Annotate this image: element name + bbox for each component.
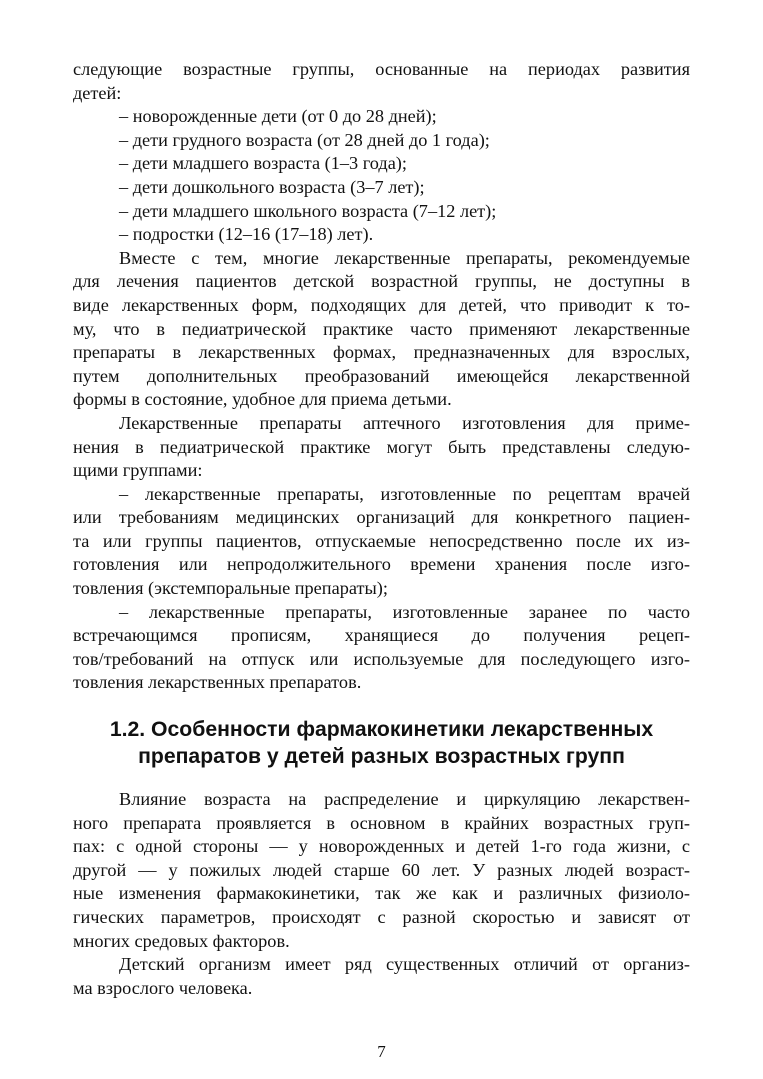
text-line: готовления или непродолжительного времени хранения после изго-: [73, 554, 690, 575]
item-extemporal: [73, 483, 690, 601]
text-line: препараты в лекарственных формах, предназначенных для взрослых,: [73, 342, 690, 363]
section-heading-line: 1.2. Особенности фармакокинетики лекарственных: [109, 718, 654, 742]
text-line: пах: с одной стороны — у новорожденных и детей 1-го года жизни, с: [73, 836, 690, 857]
list-item: – подростки (12–16 (17–18) лет).: [119, 224, 374, 245]
paragraph-child-body: [73, 953, 690, 1000]
text-line: товления (экстемпоральные препараты);: [73, 578, 388, 599]
list-item: – дети младшего школьного возраста (7–12 лет);: [119, 200, 497, 221]
page-number: 7: [377, 1042, 386, 1061]
intro-paragraph: [73, 58, 690, 105]
list-item: – дети дошкольного возраста (3–7 лет);: [119, 176, 425, 197]
text-line: другой — у пожилых людей старше 60 лет. У разных людей возраст-: [73, 859, 690, 880]
text-line: детей:: [73, 82, 122, 103]
page-content: [73, 58, 690, 1000]
text-line: многих средовых факторов.: [73, 930, 290, 951]
text-line: или требованиям медицинских организаций для конкретного пациен-: [73, 507, 690, 528]
text-line: Лекарственные препараты аптечного изготовления для приме-: [119, 412, 690, 433]
list-item: – дети младшего возраста (1–3 года);: [119, 153, 407, 174]
text-line: путем дополнительных преобразований имеющейся лекарственной: [73, 365, 690, 386]
paragraph-age-influence: [73, 788, 690, 953]
text-line: формы в состояние, удобное для приема детьми.: [73, 389, 452, 410]
section-heading: [65, 716, 698, 770]
text-line: ма взрослого человека.: [73, 977, 253, 998]
list-item: – новорожденные дети (от 0 до 28 дней);: [119, 106, 437, 127]
text-line: виде лекарственных форм, подходящих для детей, что приводит к то-: [73, 294, 690, 315]
paragraph-groups: [73, 412, 690, 483]
text-line: ного препарата проявляется в основном в крайних возрастных груп-: [73, 812, 690, 833]
text-line: – лекарственные препараты, изготовленные заранее по часто: [119, 601, 690, 622]
text-line: Детский организм имеет ряд существенных отличий от организ-: [119, 954, 690, 975]
item-prepared: [73, 601, 690, 695]
text-line: следующие возрастные группы, основанные на периодах развития: [73, 59, 690, 79]
text-line: та или группы пациентов, отпускаемые непосредственно после их из-: [73, 530, 690, 551]
text-line: – лекарственные препараты, изготовленные по рецептам врачей: [119, 483, 690, 504]
text-line: Влияние возраста на распределение и циркуляцию лекарствен-: [119, 789, 690, 810]
text-line: гических параметров, происходят с разной скоростью и зависят от: [73, 907, 690, 927]
text-line: щими группами:: [73, 460, 203, 481]
list-item: – дети грудного возраста (от 28 дней до 1 года);: [119, 129, 490, 150]
section-heading-line: препаратов у детей разных возрастных групп: [138, 745, 625, 769]
text-line: му, что в педиатрической практике часто применяют лекарственные: [73, 318, 690, 339]
text-line: для лечения пациентов детской возрастной группы, не доступны в: [73, 271, 690, 292]
text-line: Вместе с тем, многие лекарственные препараты, рекомендуемые: [119, 247, 690, 268]
text-line: товления лекарственных препаратов.: [73, 672, 362, 693]
paragraph-forms: [73, 247, 690, 412]
text-line: тов/требований на отпуск или используемые для последующего изго-: [73, 648, 690, 669]
text-line: ные изменения фармакокинетики, так же как и различных физиоло-: [73, 883, 690, 904]
age-groups-list: [73, 105, 690, 247]
text-line: встречающимся прописям, хранящиеся до получения рецеп-: [73, 625, 690, 646]
text-line: нения в педиатрической практике могут быть представлены следую-: [73, 436, 690, 457]
